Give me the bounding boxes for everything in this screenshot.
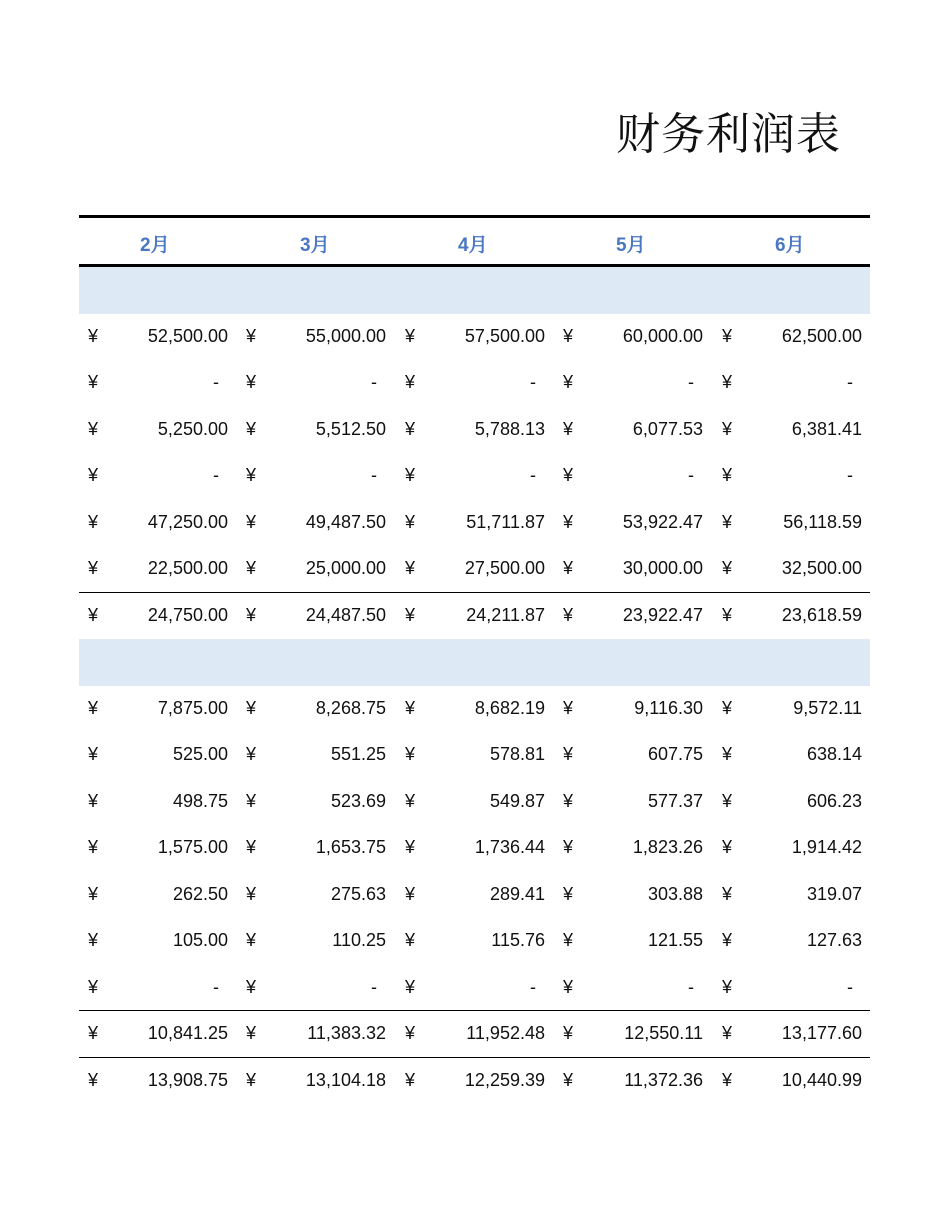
- table-cell: [396, 686, 554, 733]
- table-row: [79, 965, 870, 1012]
- currency-symbol: ¥: [563, 325, 574, 346]
- amount-value: -: [530, 976, 536, 997]
- currency-symbol: ¥: [246, 790, 257, 811]
- table-row: [79, 407, 870, 454]
- amount-value: 549.87: [489, 790, 545, 811]
- table-cell: [396, 546, 554, 593]
- table-cell: [79, 407, 237, 454]
- section-1-rows: [79, 314, 870, 593]
- currency-symbol: ¥: [563, 558, 574, 578]
- currency-symbol: ¥: [405, 604, 416, 625]
- amount-value: 127.63: [806, 930, 862, 950]
- table-cell: [554, 546, 712, 593]
- table-cell: [79, 500, 237, 547]
- amount-value: 5,788.13: [474, 418, 545, 439]
- amount-value: 8,682.19: [474, 697, 545, 718]
- currency-symbol: ¥: [722, 418, 733, 439]
- table-cell: [554, 779, 712, 826]
- amount-value: 275.63: [330, 883, 386, 904]
- currency-symbol: ¥: [405, 697, 416, 718]
- amount-value: 23,618.59: [781, 604, 862, 625]
- amount-value: 319.07: [806, 883, 862, 904]
- table-cell: [79, 546, 237, 593]
- amount-value: -: [213, 976, 219, 997]
- currency-symbol: ¥: [563, 465, 574, 485]
- table-cell: [713, 407, 871, 454]
- table-cell: [79, 872, 237, 919]
- table-cell: [396, 1011, 554, 1058]
- currency-symbol: ¥: [246, 883, 257, 904]
- table-cell: [79, 779, 237, 826]
- amount-value: 53,922.47: [622, 511, 703, 532]
- currency-symbol: ¥: [405, 883, 416, 904]
- table-cell: [237, 407, 395, 454]
- currency-symbol: ¥: [246, 930, 257, 950]
- amount-value: 32,500.00: [781, 558, 862, 578]
- currency-symbol: ¥: [88, 930, 99, 950]
- amount-value: 12,259.39: [464, 1069, 545, 1090]
- currency-symbol: ¥: [563, 511, 574, 532]
- table-row: [79, 1011, 870, 1058]
- table-cell: [396, 314, 554, 361]
- currency-symbol: ¥: [405, 558, 416, 578]
- table-cell: [237, 546, 395, 593]
- net-profit-row: [79, 1058, 870, 1105]
- table-cell: [554, 686, 712, 733]
- currency-symbol: ¥: [563, 604, 574, 625]
- table-cell: [79, 1011, 237, 1058]
- amount-value: 23,922.47: [622, 604, 703, 625]
- amount-value: -: [371, 372, 377, 392]
- currency-symbol: ¥: [722, 465, 733, 485]
- table-cell: [237, 314, 395, 361]
- currency-symbol: ¥: [563, 744, 574, 764]
- currency-symbol: ¥: [246, 744, 257, 764]
- month-header: 3月: [300, 235, 330, 256]
- currency-symbol: ¥: [405, 325, 416, 346]
- table-cell: [554, 732, 712, 779]
- table-cell: [79, 314, 237, 361]
- currency-symbol: ¥: [246, 837, 257, 857]
- currency-symbol: ¥: [722, 372, 733, 392]
- amount-value: 22,500.00: [147, 558, 228, 578]
- table-cell: [396, 779, 554, 826]
- table-cell: [554, 872, 712, 919]
- amount-value: -: [688, 465, 694, 485]
- table-cell: [554, 593, 712, 640]
- amount-value: 1,736.44: [474, 837, 545, 857]
- table-cell: [554, 360, 712, 407]
- month-header: 6月: [775, 235, 805, 256]
- amount-value: 10,440.99: [781, 1069, 862, 1090]
- table-cell: [396, 407, 554, 454]
- table-cell: [554, 1011, 712, 1058]
- currency-symbol: ¥: [563, 837, 574, 857]
- amount-value: 121.55: [647, 930, 703, 950]
- table-cell: [713, 593, 871, 640]
- amount-value: 6,077.53: [632, 418, 703, 439]
- currency-symbol: ¥: [246, 1069, 257, 1090]
- amount-value: -: [847, 976, 853, 997]
- table-cell: [713, 686, 871, 733]
- table-cell: [713, 314, 871, 361]
- currency-symbol: ¥: [563, 418, 574, 439]
- amount-value: 6,381.41: [791, 418, 862, 439]
- table-cell: [396, 500, 554, 547]
- amount-value: 30,000.00: [622, 558, 703, 578]
- table-cell: [713, 1058, 871, 1105]
- amount-value: 289.41: [489, 883, 545, 904]
- currency-symbol: ¥: [88, 883, 99, 904]
- currency-symbol: ¥: [563, 790, 574, 811]
- amount-value: 115.76: [491, 930, 545, 950]
- currency-symbol: ¥: [246, 558, 257, 578]
- currency-symbol: ¥: [88, 372, 99, 392]
- currency-symbol: ¥: [563, 372, 574, 392]
- currency-symbol: ¥: [722, 511, 733, 532]
- amount-value: -: [688, 372, 694, 392]
- page-title: 财务利润表: [616, 110, 841, 159]
- currency-symbol: ¥: [405, 418, 416, 439]
- amount-value: 10,841.25: [147, 1023, 228, 1043]
- month-header: 2月: [140, 235, 170, 256]
- table-cell: [554, 1058, 712, 1105]
- amount-value: -: [213, 465, 219, 485]
- amount-value: 262.50: [172, 883, 228, 904]
- amount-value: -: [371, 465, 377, 485]
- currency-symbol: ¥: [722, 883, 733, 904]
- currency-symbol: ¥: [722, 790, 733, 811]
- table-cell: [554, 453, 712, 500]
- amount-value: 1,575.00: [157, 837, 228, 857]
- currency-symbol: ¥: [246, 976, 257, 997]
- currency-symbol: ¥: [246, 511, 257, 532]
- currency-symbol: ¥: [563, 930, 574, 950]
- amount-value: -: [213, 372, 219, 392]
- amount-value: 13,104.18: [305, 1069, 386, 1090]
- table-cell: [713, 918, 871, 965]
- table-cell: [396, 918, 554, 965]
- currency-symbol: ¥: [722, 604, 733, 625]
- table-cell: [237, 1011, 395, 1058]
- table-cell: [237, 686, 395, 733]
- section-2-rows: [79, 686, 870, 1012]
- amount-value: 51,711.87: [466, 511, 545, 532]
- currency-symbol: ¥: [405, 976, 416, 997]
- currency-symbol: ¥: [246, 372, 257, 392]
- amount-value: 11,952.48: [466, 1023, 545, 1043]
- table-cell: [713, 546, 871, 593]
- currency-symbol: ¥: [563, 1023, 574, 1043]
- amount-value: 25,000.00: [305, 558, 386, 578]
- amount-value: 8,268.75: [315, 697, 386, 718]
- table-cell: [713, 453, 871, 500]
- amount-value: -: [530, 465, 536, 485]
- table-cell: [713, 1011, 871, 1058]
- amount-value: 5,250.00: [157, 418, 228, 439]
- currency-symbol: ¥: [88, 1069, 99, 1090]
- currency-symbol: ¥: [405, 1069, 416, 1090]
- currency-symbol: ¥: [88, 511, 99, 532]
- currency-symbol: ¥: [246, 1023, 257, 1043]
- currency-symbol: ¥: [246, 325, 257, 346]
- currency-symbol: ¥: [88, 697, 99, 718]
- table-row: [79, 453, 870, 500]
- table-cell: [237, 500, 395, 547]
- amount-value: 606.23: [806, 790, 862, 811]
- amount-value: 60,000.00: [622, 325, 703, 346]
- table-cell: [237, 593, 395, 640]
- amount-value: 49,487.50: [305, 511, 386, 532]
- amount-value: 11,383.32: [307, 1023, 386, 1043]
- table-row: [79, 360, 870, 407]
- currency-symbol: ¥: [246, 697, 257, 718]
- table-header: [79, 215, 870, 267]
- currency-symbol: ¥: [722, 744, 733, 764]
- table-cell: [713, 500, 871, 547]
- table-cell: [79, 1058, 237, 1105]
- currency-symbol: ¥: [405, 372, 416, 392]
- table-cell: [237, 360, 395, 407]
- amount-value: -: [688, 976, 694, 997]
- table-cell: [79, 686, 237, 733]
- section-band-1: [79, 267, 870, 314]
- amount-value: 551.25: [330, 744, 386, 764]
- table-cell: [396, 593, 554, 640]
- currency-symbol: ¥: [405, 1023, 416, 1043]
- currency-symbol: ¥: [88, 1023, 99, 1043]
- amount-value: 13,177.60: [781, 1023, 862, 1043]
- amount-value: 62,500.00: [781, 325, 862, 346]
- table-cell: [713, 965, 871, 1012]
- amount-value: 523.69: [330, 790, 386, 811]
- amount-value: 110.25: [332, 930, 386, 950]
- table-cell: [554, 965, 712, 1012]
- amount-value: 303.88: [647, 883, 703, 904]
- amount-value: 9,116.30: [634, 697, 703, 718]
- currency-symbol: ¥: [405, 790, 416, 811]
- table-row: [79, 825, 870, 872]
- currency-symbol: ¥: [722, 325, 733, 346]
- table-cell: [237, 825, 395, 872]
- amount-value: 27,500.00: [464, 558, 545, 578]
- currency-symbol: ¥: [88, 418, 99, 439]
- table-cell: [237, 918, 395, 965]
- amount-value: 9,572.11: [793, 697, 862, 718]
- amount-value: 7,875.00: [157, 697, 228, 718]
- amount-value: 1,823.26: [632, 837, 703, 857]
- table-cell: [79, 732, 237, 779]
- table-cell: [79, 453, 237, 500]
- table-cell: [396, 965, 554, 1012]
- month-header: 4月: [458, 235, 488, 256]
- currency-symbol: ¥: [88, 604, 99, 625]
- table-row: [79, 732, 870, 779]
- table-cell: [713, 872, 871, 919]
- currency-symbol: ¥: [563, 697, 574, 718]
- section-2-total: [79, 1011, 870, 1058]
- amount-value: -: [530, 372, 536, 392]
- table-cell: [554, 314, 712, 361]
- table-cell: [237, 779, 395, 826]
- table-cell: [237, 965, 395, 1012]
- amount-value: 24,750.00: [147, 604, 228, 625]
- table-cell: [554, 918, 712, 965]
- currency-symbol: ¥: [722, 1069, 733, 1090]
- currency-symbol: ¥: [88, 744, 99, 764]
- section-1-total: [79, 593, 870, 640]
- table-cell: [237, 1058, 395, 1105]
- currency-symbol: ¥: [88, 558, 99, 578]
- amount-value: 578.81: [489, 744, 545, 764]
- table-cell: [237, 872, 395, 919]
- table-cell: [396, 1058, 554, 1105]
- currency-symbol: ¥: [563, 1069, 574, 1090]
- month-header: 5月: [616, 235, 646, 256]
- currency-symbol: ¥: [246, 418, 257, 439]
- table-row: [79, 872, 870, 919]
- amount-value: 24,487.50: [305, 604, 386, 625]
- table-cell: [554, 407, 712, 454]
- table-cell: [396, 360, 554, 407]
- amount-value: 525.00: [172, 744, 228, 764]
- table-cell: [554, 825, 712, 872]
- amount-value: -: [371, 976, 377, 997]
- table-cell: [554, 500, 712, 547]
- section-band-2: [79, 639, 870, 686]
- currency-symbol: ¥: [88, 325, 99, 346]
- table-row: [79, 546, 870, 593]
- table-cell: [79, 593, 237, 640]
- table-cell: [396, 453, 554, 500]
- profit-table: [79, 215, 870, 1104]
- currency-symbol: ¥: [88, 790, 99, 811]
- amount-value: 577.37: [647, 790, 703, 811]
- amount-value: 13,908.75: [147, 1069, 228, 1090]
- table-row: [79, 779, 870, 826]
- table-cell: [713, 825, 871, 872]
- table-row: [79, 500, 870, 547]
- table-cell: [237, 453, 395, 500]
- amount-value: 47,250.00: [147, 511, 228, 532]
- currency-symbol: ¥: [722, 930, 733, 950]
- currency-symbol: ¥: [88, 976, 99, 997]
- table-row: [79, 593, 870, 640]
- currency-symbol: ¥: [88, 837, 99, 857]
- table-cell: [713, 779, 871, 826]
- currency-symbol: ¥: [246, 604, 257, 625]
- amount-value: 11,372.36: [624, 1069, 703, 1090]
- table-row: [79, 1058, 870, 1105]
- amount-value: 57,500.00: [464, 325, 545, 346]
- amount-value: 638.14: [806, 744, 862, 764]
- amount-value: -: [847, 465, 853, 485]
- currency-symbol: ¥: [563, 976, 574, 997]
- amount-value: 5,512.50: [315, 418, 386, 439]
- table-cell: [396, 732, 554, 779]
- amount-value: 498.75: [172, 790, 228, 811]
- amount-value: 1,914.42: [791, 837, 862, 857]
- currency-symbol: ¥: [722, 1023, 733, 1043]
- table-cell: [396, 825, 554, 872]
- currency-symbol: ¥: [405, 744, 416, 764]
- amount-value: 55,000.00: [305, 325, 386, 346]
- currency-symbol: ¥: [722, 837, 733, 857]
- currency-symbol: ¥: [722, 697, 733, 718]
- amount-value: 607.75: [647, 744, 703, 764]
- currency-symbol: ¥: [246, 465, 257, 485]
- table-cell: [79, 965, 237, 1012]
- table-cell: [79, 360, 237, 407]
- currency-symbol: ¥: [722, 976, 733, 997]
- table-row: [79, 918, 870, 965]
- table-cell: [237, 732, 395, 779]
- amount-value: 1,653.75: [315, 837, 386, 857]
- table-cell: [79, 918, 237, 965]
- amount-value: 105.00: [172, 930, 228, 950]
- amount-value: 24,211.87: [466, 604, 545, 625]
- currency-symbol: ¥: [88, 465, 99, 485]
- table-row: [79, 686, 870, 733]
- currency-symbol: ¥: [563, 883, 574, 904]
- amount-value: 12,550.11: [624, 1023, 703, 1043]
- amount-value: -: [847, 372, 853, 392]
- table-cell: [713, 360, 871, 407]
- currency-symbol: ¥: [405, 465, 416, 485]
- table-cell: [79, 825, 237, 872]
- table-row: [79, 314, 870, 361]
- table-cell: [396, 872, 554, 919]
- currency-symbol: ¥: [722, 558, 733, 578]
- amount-value: 52,500.00: [147, 325, 228, 346]
- currency-symbol: ¥: [405, 930, 416, 950]
- currency-symbol: ¥: [405, 511, 416, 532]
- currency-symbol: ¥: [405, 837, 416, 857]
- table-cell: [713, 732, 871, 779]
- amount-value: 56,118.59: [783, 511, 862, 532]
